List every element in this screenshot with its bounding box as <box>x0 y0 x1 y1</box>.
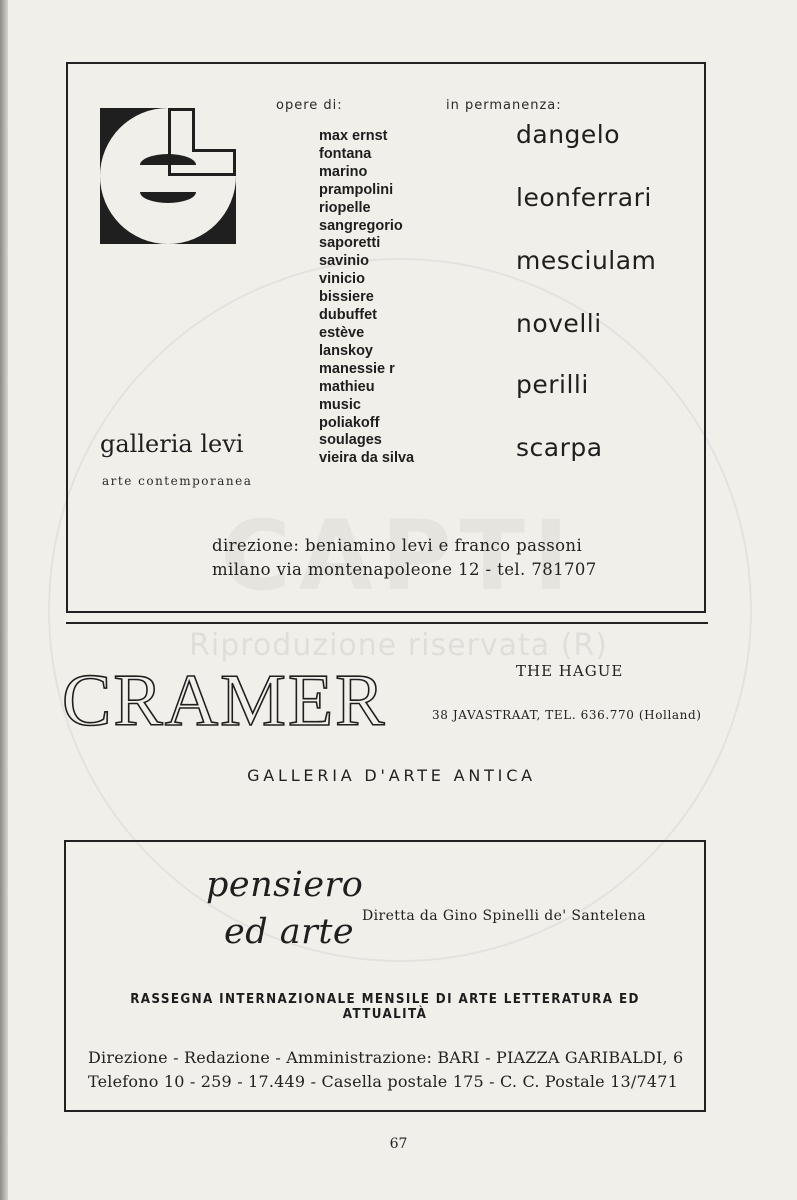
page-number: 67 <box>389 1136 408 1152</box>
list-item: estève <box>319 324 365 341</box>
magazine-tagline: RASSEGNA INTERNAZIONALE MENSILE DI ARTE LETTERATURA ED ATTUALITÀ <box>130 992 640 1022</box>
list-item: novelli <box>516 309 602 338</box>
divider <box>66 622 708 624</box>
list-item: dubuffet <box>319 307 377 324</box>
list-item: perilli <box>516 370 589 399</box>
list-item: mesciulam <box>516 246 657 275</box>
list-item: max ernst <box>319 128 388 144</box>
list-item: savinio <box>319 253 369 270</box>
gallery-name: galleria levi <box>100 430 244 458</box>
list-item: vinicio <box>319 271 365 288</box>
permanent-header: in permanenza: <box>446 98 562 113</box>
list-item: marino <box>319 163 368 180</box>
list-item: scarpa <box>516 433 603 462</box>
list-item: prampolini <box>319 181 394 198</box>
editor-line: Diretta da Gino Spinelli de' Santelena <box>362 908 646 924</box>
artists-list <box>319 128 414 468</box>
title-line-1: pensiero <box>206 865 364 905</box>
watermark-caption: Riproduzione riservata (R) <box>189 628 608 663</box>
cramer-address: 38 JAVASTRAAT, TEL. 636.770 (Holland) <box>432 708 702 722</box>
list-item: leonferrari <box>516 183 652 212</box>
magazine-title <box>206 862 363 956</box>
list-item: fontana <box>319 145 372 162</box>
list-item: bissiere <box>319 289 374 306</box>
list-item: sangregorio <box>319 217 403 234</box>
direction-line: direzione: beniamino levi e franco passoni <box>212 536 583 555</box>
list-item: dangelo <box>516 120 621 149</box>
gallery-contact <box>212 534 597 582</box>
galleria-levi-ad <box>66 62 706 613</box>
list-item: riopelle <box>319 199 371 216</box>
magazine-address <box>88 1046 683 1094</box>
list-item: soulages <box>319 432 382 449</box>
gallery-subtitle: arte contemporanea <box>102 474 253 488</box>
cramer-subtitle: GALLERIA D'ARTE ANTICA <box>247 766 536 785</box>
list-item: mathieu <box>319 378 375 395</box>
list-item: manessie r <box>319 360 395 377</box>
works-header: opere di: <box>276 98 343 113</box>
list-item: saporetti <box>319 235 381 252</box>
pensiero-ed-arte-ad <box>64 840 706 1112</box>
list-item: lanskoy <box>319 342 373 359</box>
cramer-logo: CRAMER <box>62 660 387 742</box>
cramer-city: THE HAGUE <box>516 662 624 680</box>
list-item: poliakoff <box>319 414 380 431</box>
address-line-2: Telefono 10 - 259 - 17.449 - Casella postale 175 - C. C. Postale 13/7471 <box>88 1072 679 1091</box>
title-line-2: ed arte <box>224 912 355 952</box>
galleria-levi-logo <box>100 108 236 244</box>
list-item: vieira da silva <box>319 450 415 467</box>
address-line: milano via montenapoleone 12 - tel. 781707 <box>212 560 597 579</box>
address-line-1: Direzione - Redazione - Amministrazione: BARI - PIAZZA GARIBALDI, 6 <box>88 1048 684 1067</box>
list-item: music <box>319 396 361 413</box>
